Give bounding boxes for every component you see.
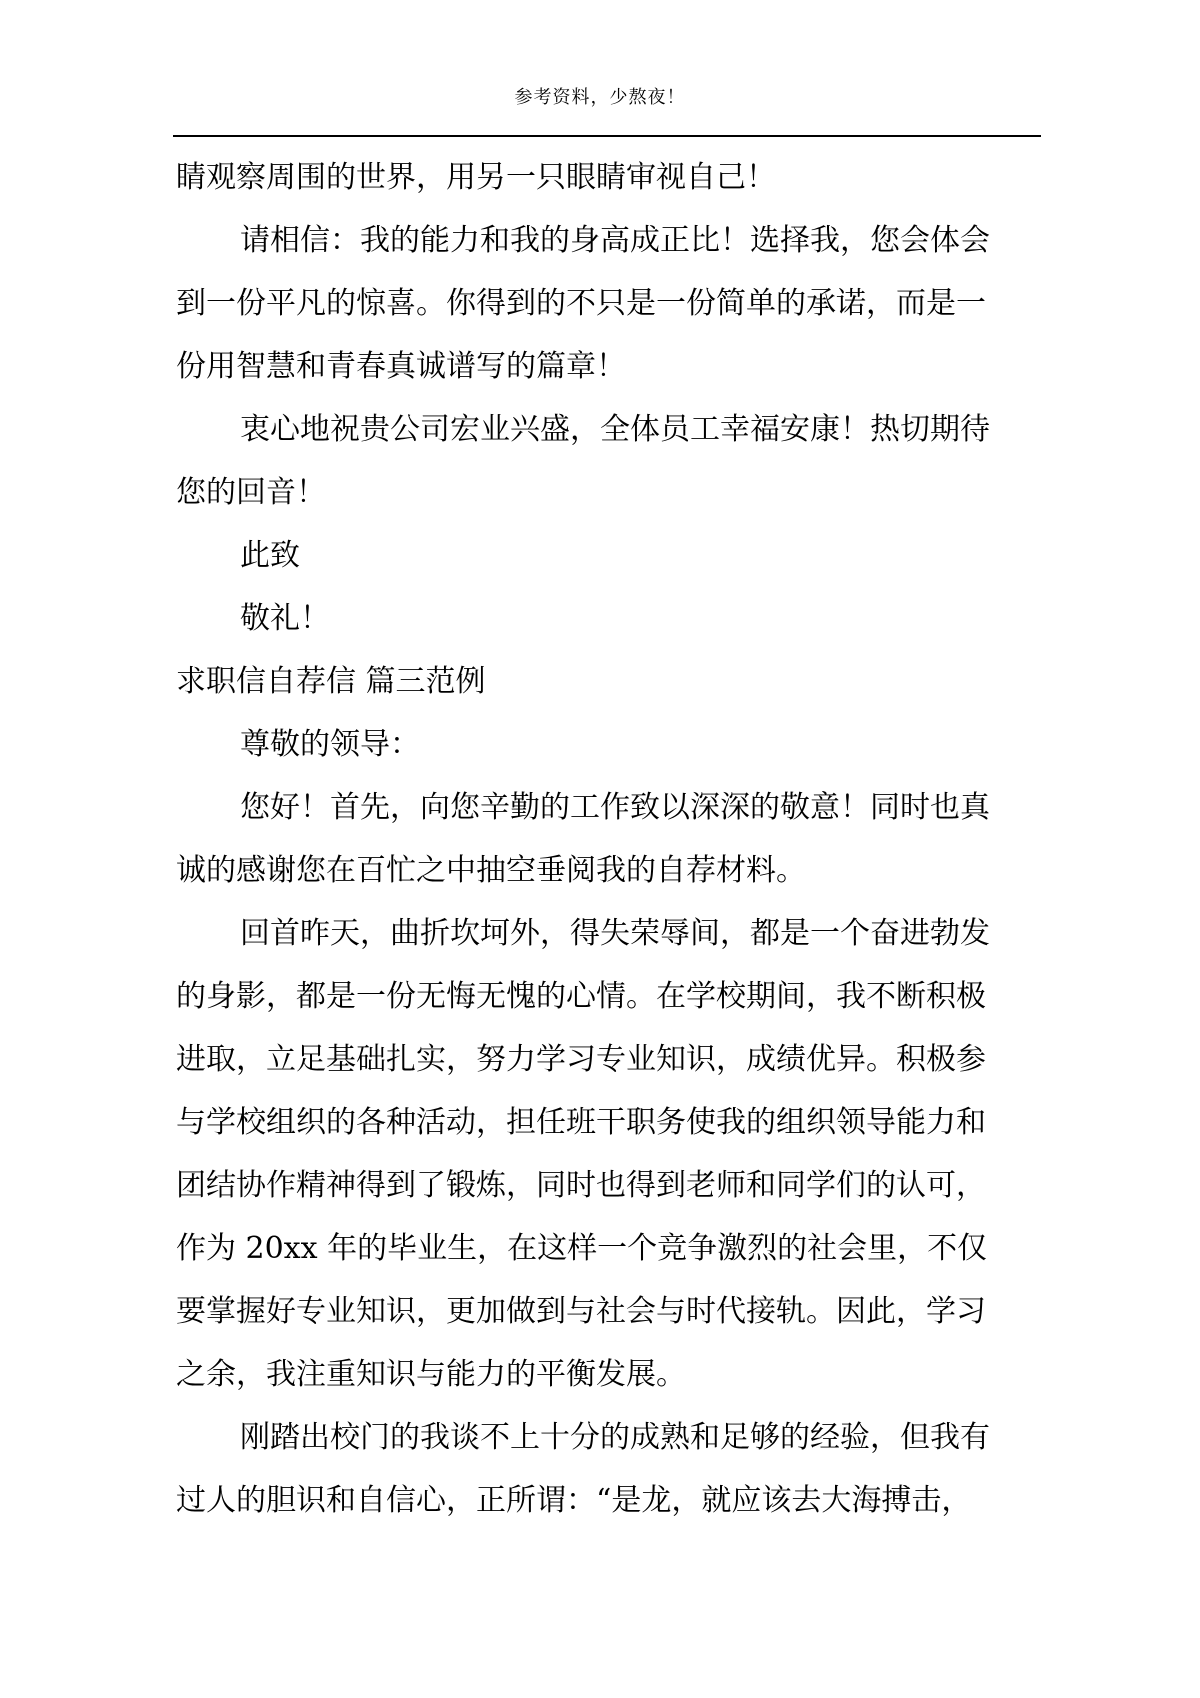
text-line: 尊敬的领导： xyxy=(240,727,420,762)
text-line: 敬礼！ xyxy=(240,601,330,636)
text-line: 到一份平凡的惊喜。你得到的不只是一份简单的承诺，而是一 xyxy=(176,286,986,321)
text-line: 团结协作精神得到了锻炼，同时也得到老师和同学们的认可， xyxy=(176,1168,986,1203)
page-header: 参考资料，少熬夜！ xyxy=(514,87,686,108)
text-line: 过人的胆识和自信心，正所谓：“是龙，就应该去大海搏击， xyxy=(176,1483,972,1518)
text-line: 睛观察周围的世界，用另一只眼睛审视自己！ xyxy=(176,160,776,195)
text-line: 您好！首先，向您辛勤的工作致以深深的敬意！同时也真 xyxy=(240,790,990,825)
text-line: 作为 20xx 年的毕业生，在这样一个竞争激烈的社会里，不仅 xyxy=(176,1231,988,1266)
text-line: 进取，立足基础扎实，努力学习专业知识，成绩优异。积极参 xyxy=(176,1042,986,1077)
text-line: 您的回音！ xyxy=(176,475,326,510)
header-divider xyxy=(173,135,1041,137)
text-line: 衷心地祝贵公司宏业兴盛，全体员工幸福安康！热切期待 xyxy=(240,412,990,447)
text-line: 此致 xyxy=(240,538,300,573)
text-line: 与学校组织的各种活动，担任班干职务使我的组织领导能力和 xyxy=(176,1105,986,1140)
section-heading: 求职信自荐信 篇三范例 xyxy=(176,664,486,699)
text-line: 要掌握好专业知识，更加做到与社会与时代接轨。因此，学习 xyxy=(176,1294,986,1329)
text-line: 刚踏出校门的我谈不上十分的成熟和足够的经验，但我有 xyxy=(240,1420,990,1455)
text-line: 之余，我注重知识与能力的平衡发展。 xyxy=(176,1357,686,1392)
text-line: 份用智慧和青春真诚谱写的篇章！ xyxy=(176,349,626,384)
text-line: 诚的感谢您在百忙之中抽空垂阅我的自荐材料。 xyxy=(176,853,806,888)
text-line: 请相信：我的能力和我的身高成正比！选择我，您会体会 xyxy=(240,223,990,258)
text-line: 的身影，都是一份无悔无愧的心情。在学校期间，我不断积极 xyxy=(176,979,986,1014)
text-line: 回首昨天，曲折坎坷外，得失荣辱间，都是一个奋进勃发 xyxy=(240,916,990,951)
document-body xyxy=(176,146,1036,1532)
